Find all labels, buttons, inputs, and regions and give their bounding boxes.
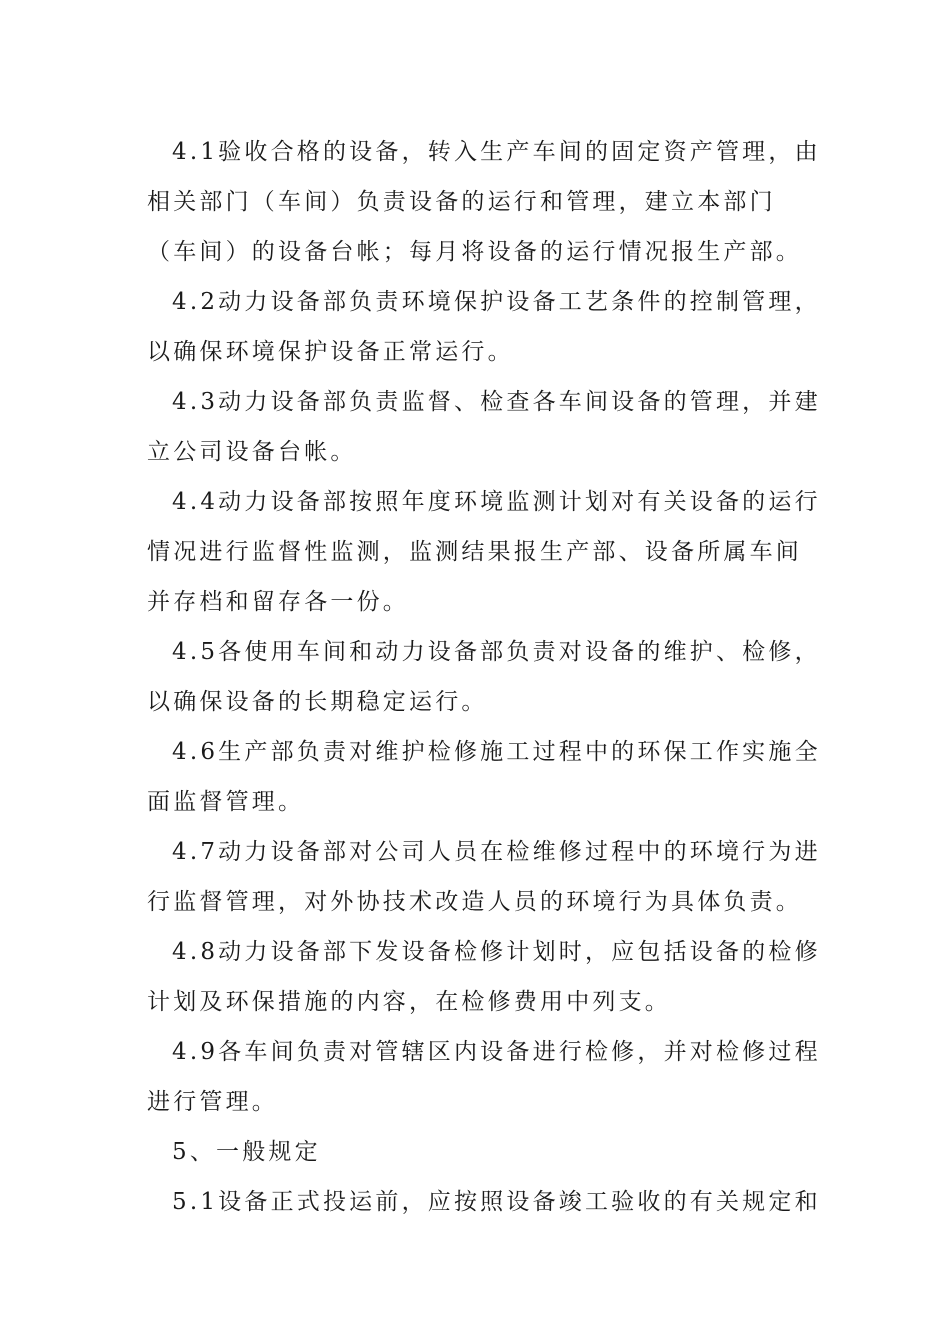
text-line: 立公司设备台帐。 (147, 439, 357, 465)
text-line: 4.9各车间负责对管辖区内设备进行检修，并对检修过程 (172, 1039, 821, 1065)
text-line: 4.4动力设备部按照年度环境监测计划对有关设备的运行 (172, 489, 821, 515)
text-line: 计划及环保措施的内容，在检修费用中列支。 (147, 989, 671, 1015)
document-body (147, 127, 821, 1227)
text-line: 4.6生产部负责对维护检修施工过程中的环保工作实施全 (172, 739, 821, 765)
text-line: 4.8动力设备部下发设备检修计划时，应包括设备的检修 (172, 939, 821, 965)
text-line: 以确保环境保护设备正常运行。 (147, 339, 514, 365)
text-line: 面监督管理。 (147, 789, 305, 815)
text-line: 情况进行监督性监测，监测结果报生产部、设备所属车间 (147, 539, 802, 565)
text-line: 4.1验收合格的设备，转入生产车间的固定资产管理，由 (172, 139, 821, 165)
text-line: 5.1设备正式投运前，应按照设备竣工验收的有关规定和 (172, 1189, 821, 1215)
text-line: 4.2动力设备部负责环境保护设备工艺条件的控制管理， (172, 289, 821, 315)
text-line: 4.5各使用车间和动力设备部负责对设备的维护、检修， (172, 639, 821, 665)
text-line: 相关部门（车间）负责设备的运行和管理，建立本部门 (147, 189, 776, 215)
text-line: 以确保设备的长期稳定运行。 (147, 689, 488, 715)
text-line: 进行管理。 (147, 1089, 278, 1115)
section-heading: 5、一般规定 (172, 1139, 321, 1165)
text-line: （车间）的设备台帐；每月将设备的运行情况报生产部。 (147, 239, 802, 265)
text-line: 4.3动力设备部负责监督、检查各车间设备的管理，并建 (172, 389, 821, 415)
text-line: 4.7动力设备部对公司人员在检维修过程中的环境行为进 (172, 839, 821, 865)
text-line: 并存档和留存各一份。 (147, 589, 409, 615)
text-line: 行监督管理，对外协技术改造人员的环境行为具体负责。 (147, 889, 802, 915)
